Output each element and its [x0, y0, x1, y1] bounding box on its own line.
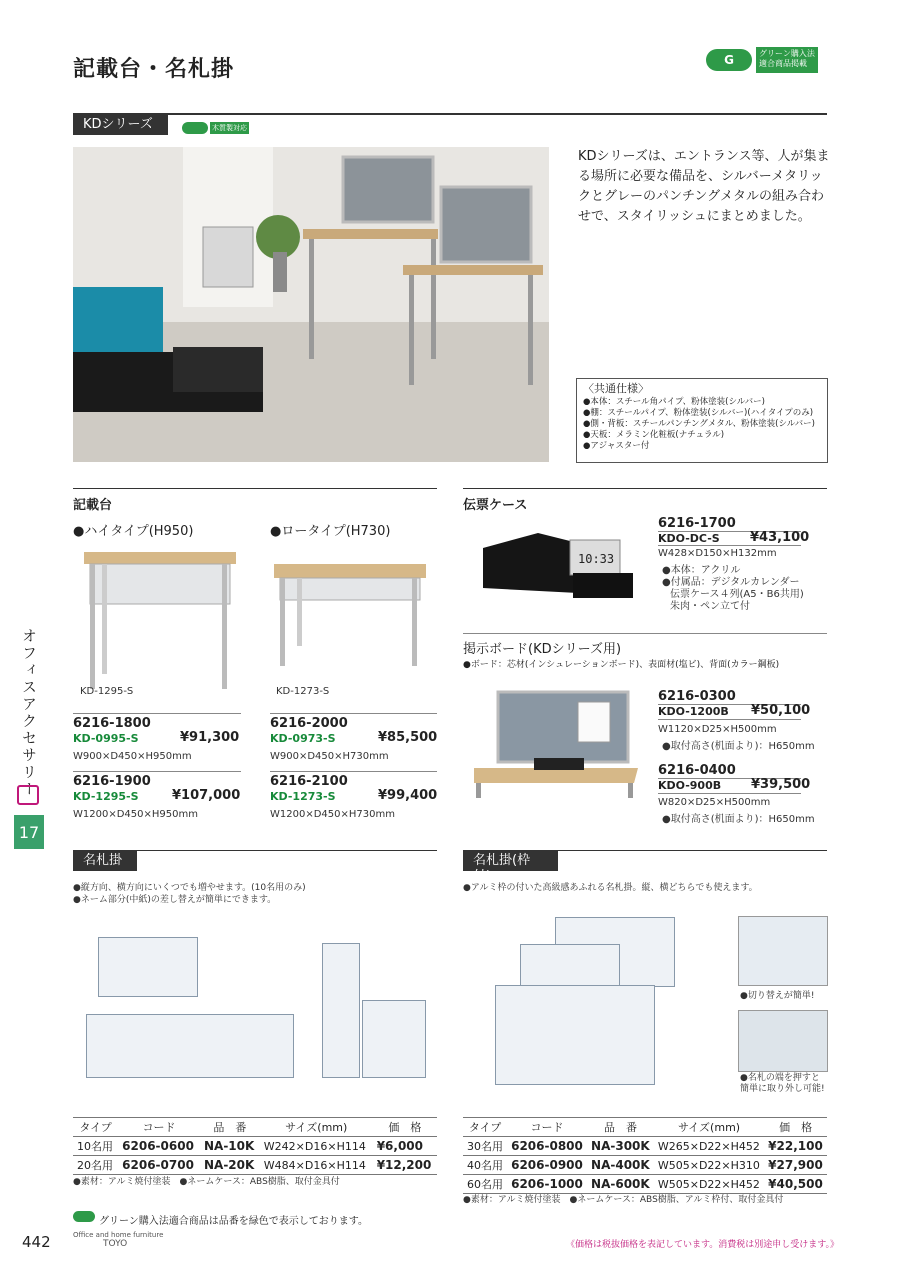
column-header: タイプ	[73, 1118, 118, 1137]
nafuda-vertical-image	[322, 943, 360, 1078]
product-code: 6216-1800	[73, 716, 151, 731]
divider	[658, 545, 801, 546]
green-note: グリーン購入法適合商品は品番を緑色で表示しております。	[99, 1216, 368, 1227]
product-size: W1120×D25×H500mm	[658, 724, 777, 735]
product-model: KD-1273-S	[270, 790, 336, 803]
caption: ●切り替えが簡単!	[740, 991, 815, 1001]
nafuda-60-image	[495, 985, 655, 1085]
product-note: ●取付高さ(机面より)：H650mm	[662, 741, 815, 752]
spec-item: ●天板：メラミン化粧板(ナチュラル)	[583, 430, 725, 440]
nafuda2-note: ●アルミ枠の付いた高級感あふれる名札掛。縦、横どちらでも使えます。	[463, 883, 758, 893]
product-code: 6216-2100	[270, 774, 348, 789]
table-row	[463, 1137, 827, 1156]
model-cell: NA-400K	[587, 1156, 654, 1175]
divider	[658, 719, 801, 720]
divider	[73, 488, 437, 489]
product-code: 6216-1700	[658, 516, 736, 531]
product-price: ¥85,500	[378, 730, 438, 745]
board-image	[474, 688, 638, 800]
price-note: 《価格は税抜価格を表記しています。消費税は別途申し受けます。》	[566, 1240, 840, 1250]
product-note: ●取付高さ(机面より)：H650mm	[662, 814, 815, 825]
price-cell: ¥27,900	[764, 1156, 827, 1175]
divider	[463, 488, 827, 489]
green-purchase-badge	[706, 47, 828, 73]
brand-line: Office and home furniture	[73, 1231, 164, 1239]
high-model-caption: KD-1295-S	[80, 686, 134, 697]
model-cell: NA-600K	[587, 1175, 654, 1194]
type-cell: 30名用	[463, 1137, 507, 1156]
board-header: 掲示ボード(KDシリーズ用)	[463, 642, 622, 657]
column-header: 品 番	[587, 1118, 654, 1137]
wood-badge-text: 木質製対応	[212, 124, 247, 132]
column-header: 価 格	[373, 1118, 437, 1137]
category-sidebar: オフィスアクセサリー	[20, 628, 38, 798]
remove-photo	[738, 1010, 828, 1072]
page-number: 442	[22, 1233, 51, 1251]
spec-title: 〈共通仕様〉	[583, 382, 649, 395]
page-title: 記載台・名札掛	[73, 57, 235, 82]
product-size: W900×D450×H730mm	[270, 751, 389, 762]
green-logo-icon	[182, 122, 208, 134]
product-size: W820×D25×H500mm	[658, 797, 771, 808]
product-price: ¥99,400	[378, 788, 438, 803]
nafuda-40-image	[520, 944, 620, 989]
price-cell: ¥6,000	[373, 1137, 437, 1156]
divider	[73, 713, 241, 714]
product-model: KD-0973-S	[270, 732, 336, 745]
product-model: KD-1295-S	[73, 790, 139, 803]
nafuda-note: ●縦方向、横方向にいくつでも増やせます。(10名用のみ)	[73, 883, 306, 893]
spec-item: ●アジャスター付	[583, 441, 650, 451]
type-cell: 40名用	[463, 1156, 507, 1175]
spec-item: ●側・背板：スチールパンチングメタル、粉体塗装(シルバー)	[583, 419, 815, 429]
product-price: ¥91,300	[180, 730, 240, 745]
code-cell: 6206-0900	[507, 1156, 587, 1175]
nafuda-footnote: ●素材：アルミ焼付塗装 ●ネームケース：ABS樹脂、取付金具付	[73, 1177, 340, 1187]
green-logo-icon	[73, 1211, 95, 1222]
brand-line: TOYO	[103, 1239, 128, 1249]
product-note: 伝票ケース４列(A5・B6共用)	[670, 589, 804, 600]
table-row	[463, 1175, 827, 1194]
table-header-row	[463, 1118, 827, 1137]
size-cell: W484×D16×H114	[260, 1156, 373, 1175]
denpyo-header: 伝票ケース	[463, 498, 528, 513]
brand	[73, 1231, 163, 1249]
kisai-header: 記載台	[73, 498, 113, 513]
type-cell: 20名用	[73, 1156, 118, 1175]
spec-item: ●本体：スチール角パイプ、粉体塗装(シルバー)	[583, 397, 765, 407]
product-price: ¥50,100	[751, 703, 811, 718]
product-size: W1200×D450×H730mm	[270, 809, 395, 820]
spec-item: ●棚：スチールパイプ、粉体塗装(シルバー)(ハイタイプのみ)	[583, 408, 814, 418]
board-note: ●ボード：芯材(インシュレーションボード)、表面材(塩ビ)、背面(カラー鋼板)	[463, 660, 780, 670]
product-size: W428×D150×H132mm	[658, 548, 777, 559]
divider	[463, 633, 827, 634]
product-note: 朱肉・ペン立て付	[670, 601, 750, 612]
code-cell: 6206-0600	[118, 1137, 200, 1156]
green-logo-icon: G	[706, 49, 752, 71]
nafuda2-header: 名札掛(枠付)	[463, 851, 558, 871]
nafuda2-footnote: ●素材：アルミ焼付塗装 ●ネームケース：ABS樹脂、アルミ枠付、取付金具付	[463, 1195, 784, 1205]
product-price: ¥39,500	[751, 777, 811, 792]
model-cell: NA-10K	[200, 1137, 260, 1156]
kd-description: KDシリーズは、エントランス等、人が集まる場所に必要な備品を、シルバーメタリックとグレーのパンチングメタルの組み合わせで、スタイリッシュにまとめました。	[578, 149, 830, 224]
caption: ●名札の端を押すと 簡単に取り外し可能!	[740, 1073, 825, 1094]
type-cell: 10名用	[73, 1137, 118, 1156]
nafuda-20-image	[86, 1014, 294, 1078]
divider	[73, 771, 241, 772]
product-model: KDO-DC-S	[658, 532, 720, 545]
price-cell: ¥12,200	[373, 1156, 437, 1175]
high-type-label: ●ハイタイプ(H950)	[73, 524, 194, 539]
code-cell: 6206-1000	[507, 1175, 587, 1194]
product-code: 6216-2000	[270, 716, 348, 731]
product-size: W1200×D450×H950mm	[73, 809, 198, 820]
product-code: 6216-0400	[658, 763, 736, 778]
product-code: 6216-1900	[73, 774, 151, 789]
nafuda-header: 名札掛	[73, 851, 137, 871]
product-note: ●本体：アクリル	[662, 565, 741, 576]
clock-display: 10:33	[578, 552, 615, 566]
column-header: サイズ(mm)	[260, 1118, 373, 1137]
column-header: 価 格	[764, 1118, 827, 1137]
size-cell: W265×D22×H452	[654, 1137, 764, 1156]
model-cell: NA-300K	[587, 1137, 654, 1156]
code-cell: 6206-0700	[118, 1156, 200, 1175]
product-code: 6216-0300	[658, 689, 736, 704]
nafuda-stack-image	[362, 1000, 426, 1078]
divider	[73, 113, 827, 115]
nafuda-table	[73, 1117, 437, 1175]
wood-badge	[182, 121, 254, 135]
room-scene-image	[73, 147, 549, 462]
divider	[658, 793, 801, 794]
table-row	[73, 1137, 437, 1156]
table-row	[73, 1156, 437, 1175]
low-model-caption: KD-1273-S	[276, 686, 330, 697]
calendar-icon	[17, 785, 39, 805]
nafuda2-table	[463, 1117, 827, 1194]
column-header: 品 番	[200, 1118, 260, 1137]
divider	[270, 771, 437, 772]
high-desk-image	[82, 548, 242, 693]
nafuda-10-image	[98, 937, 198, 997]
column-header: コード	[118, 1118, 200, 1137]
low-type-label: ●ロータイプ(H730)	[270, 524, 391, 539]
denpyo-case-image	[478, 528, 638, 603]
common-spec-box	[576, 378, 828, 463]
product-price: ¥107,000	[172, 788, 241, 803]
price-cell: ¥22,100	[764, 1137, 827, 1156]
product-model: KDO-900B	[658, 779, 722, 792]
column-header: コード	[507, 1118, 587, 1137]
product-model: KD-0995-S	[73, 732, 139, 745]
column-header: サイズ(mm)	[654, 1118, 764, 1137]
table-row	[463, 1156, 827, 1175]
switch-photo	[738, 916, 828, 986]
product-size: W900×D450×H950mm	[73, 751, 192, 762]
nafuda-note: ●ネーム部分(中紙)の差し替えが簡単にできます。	[73, 895, 277, 905]
model-cell: NA-20K	[200, 1156, 260, 1175]
product-note: ●付属品：デジタルカレンダー	[662, 577, 800, 588]
badge-text: グリーン購入法 適合商品掲載	[756, 47, 818, 73]
product-price: ¥43,100	[750, 530, 810, 545]
product-model: KDO-1200B	[658, 705, 729, 718]
code-cell: 6206-0800	[507, 1137, 587, 1156]
size-cell: W505×D22×H452	[654, 1175, 764, 1194]
column-header: タイプ	[463, 1118, 507, 1137]
low-desk-image	[272, 560, 432, 670]
page-tab: 17	[14, 815, 44, 849]
kd-series-photo	[73, 147, 549, 462]
type-cell: 60名用	[463, 1175, 507, 1194]
table-header-row	[73, 1118, 437, 1137]
kd-series-header: KDシリーズ	[73, 115, 168, 135]
price-cell: ¥40,500	[764, 1175, 827, 1194]
size-cell: W505×D22×H310	[654, 1156, 764, 1175]
divider	[270, 713, 437, 714]
size-cell: W242×D16×H114	[260, 1137, 373, 1156]
